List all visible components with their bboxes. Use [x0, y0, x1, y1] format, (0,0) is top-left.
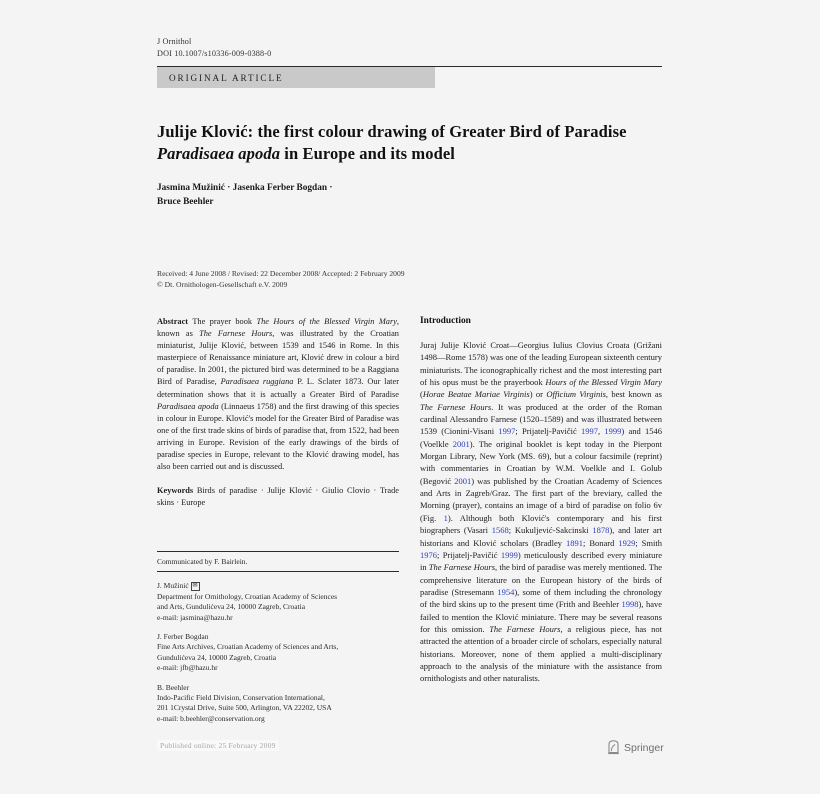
- affiliation-line: Department for Ornithology, Croatian Academy of Sciences: [157, 591, 338, 601]
- intro-s4: , best known as: [605, 389, 662, 400]
- received-revised-accepted: Received: 4 June 2008 / Revised: 22 December 2008/ Accepted: 2 February 2009: [157, 269, 405, 278]
- intro-s12: ; Kukuljević-Sakcinski: [508, 525, 593, 536]
- intro-s3: ) or: [529, 389, 547, 400]
- intro-s15: ; Smith: [635, 537, 662, 548]
- citation-link[interactable]: 2001: [452, 438, 470, 449]
- affiliation-line: Gundulićeva 24, 10000 Zagreb, Croatia: [157, 652, 277, 662]
- intro-i3: Officium Virginis: [546, 389, 606, 400]
- springer-mark-icon: [607, 740, 620, 755]
- abstract-label: Abstract: [157, 317, 189, 326]
- intro-i2: Horae Beatae Mariae Virginis: [422, 389, 530, 400]
- abstract-italic-4: Paradisaea apoda: [157, 401, 219, 411]
- intro-s6: ; Prijatelj-Pavičić: [515, 426, 581, 437]
- citation-link[interactable]: 1999: [500, 549, 518, 560]
- affiliation-email[interactable]: e-mail: b.beehler@conservation.org: [157, 713, 265, 723]
- intro-s2: (: [420, 389, 423, 400]
- affiliation-line: Fine Arts Archives, Croatian Academy of Sciences and Arts,: [157, 642, 339, 652]
- citation-link[interactable]: 1998: [621, 599, 639, 610]
- affiliation-email[interactable]: e-mail: jfb@hazu.hr: [157, 663, 218, 673]
- keywords-section: [157, 485, 399, 509]
- title-species-italic: Paradisaea apoda: [157, 144, 281, 163]
- affiliation-line: and Arts, Gundulićeva 24, 10000 Zagreb, Croatia: [157, 602, 306, 612]
- keywords-label: Keywords: [157, 486, 194, 496]
- affiliation-block-1: [157, 581, 399, 623]
- citation-link[interactable]: 1997: [498, 426, 516, 437]
- copyright-line: © Dt. Ornithologen-Gesellschaft e.V. 2009: [157, 279, 288, 289]
- affiliation-name-1: [157, 581, 399, 591]
- citation-link[interactable]: 1976: [420, 549, 437, 560]
- intro-s10: ) was published by the Croatian Academy of Sciences and Arts in Zagreb/Graz. The first part of the breviary, called the Morning (prayer), contains an image of a bird of paradise on folio 6v (Fig.: [420, 475, 662, 523]
- abstract-t2: , known as: [157, 317, 399, 339]
- intro-s21: , a religious piece, has not attracted the attention of a broader circle of scholars, especially natural historians. Moreover, none of them applied a multi-disciplinary approach to the analysis of the miniature with the assistance from ornithologists and other naturalists.: [420, 623, 662, 684]
- intro-s18: , the bird of paradise was merely mentioned. The comprehensive literature on the European history of the birds of paradise (Stresemann: [420, 562, 662, 597]
- affiliation-email[interactable]: e-mail: jasmina@hazu.hr: [157, 612, 233, 622]
- author-line-1: Jasmina Mužinić · Jasenka Ferber Bogdan ·: [157, 183, 333, 193]
- citation-link[interactable]: 1891: [565, 537, 583, 548]
- journal-doi: DOI 10.1007/s10336-009-0388-0: [157, 48, 272, 58]
- intro-s14: ; Bonard: [582, 537, 619, 548]
- intro-s17: ) meticulously described every miniature in: [420, 549, 662, 573]
- affiliation-author-1: J. Mužinić: [157, 581, 189, 591]
- affiliation-block-3: [157, 683, 399, 725]
- springer-wordmark: Springer: [624, 741, 664, 754]
- introduction-paragraph: [420, 339, 662, 685]
- springer-logo: [607, 740, 664, 755]
- footnote-divider-bottom: [157, 571, 399, 572]
- article-type-label: ORIGINAL ARTICLE: [169, 72, 284, 83]
- journal-header: [157, 36, 662, 59]
- abstract-t1: The prayer book: [192, 317, 257, 326]
- left-column: [157, 316, 399, 724]
- affiliation-block-2: [157, 632, 399, 674]
- author-line-2: Bruce Beehler: [157, 196, 214, 207]
- page-content: [157, 36, 662, 724]
- abstract-t4: P. L. Sclater 1873. Our later determination shows that it is actually a Greater Bird of Paradise: [157, 377, 399, 399]
- citation-link[interactable]: 1999: [604, 426, 622, 437]
- abstract-italic-3: Paradisaea ruggiana: [220, 377, 294, 387]
- abstract-italic-1: The Hours of the Blessed Virgin Mary: [256, 317, 397, 326]
- affiliation-line: 201 1Crystal Drive, Suite 500, Arlington, VA 22202, USA: [157, 703, 332, 713]
- intro-s19: ), some of them including the chronology of the bird skins up to the present time (Frith and Beehler: [420, 586, 662, 610]
- intro-s9: ). The original booklet is kept today in the Pierpont Morgan Library, New York (MS. 69), but a colour facsimile (reprint) with commentaries in Croatian by W.M. Voelkle and I. Golub (Begović: [420, 438, 662, 486]
- affiliation-author-3: B. Beehler: [157, 682, 190, 692]
- intro-i6: The Farnese Hours: [489, 623, 561, 634]
- abstract-t3: , was illustrated by the Croatian miniaturist, Julije Klović, between 1539 and 1546 in Rome. In this masterpiece of Renaissance miniature art, Klović drew in colour a bird of paradise. In 2001, the pictured bird was determined to be a Raggiana Bird of Paradise,: [157, 329, 399, 387]
- affiliation-line: Indo-Pacific Field Division, Conservation International,: [157, 693, 325, 703]
- title-line-2-rest: in Europe and its model: [280, 144, 455, 163]
- title-line-1: Julije Klović: the first colour drawing of Greater Bird of Paradise: [157, 122, 627, 141]
- figure-link[interactable]: 1: [443, 512, 448, 523]
- abstract-section: [157, 316, 399, 473]
- intro-s8: ) and 1546 (Voelkle: [420, 426, 663, 449]
- journal-name: J Ornithol: [157, 37, 192, 46]
- intro-s16: ; Prijatelj-Pavičić: [437, 549, 501, 560]
- intro-s13: ), and later art historians and Klović scholars (Bradley: [420, 525, 663, 548]
- intro-i5: The Farnese Hours: [428, 562, 496, 573]
- right-column: [420, 316, 662, 724]
- intro-s5: . It was produced at the order of the Roman cardinal Alessandro Farnese (1520–1589) and was illustrated between 1539 (Cionini-Visani: [420, 401, 663, 437]
- communicated-by: Communicated by F. Bairlein.: [157, 557, 248, 567]
- intro-s11: ). Although both Klović's contemporary and his first biographers (Vasari: [420, 512, 662, 536]
- envelope-icon: ✉: [192, 583, 198, 590]
- intro-i1: Hours of the Blessed Virgin Mary: [545, 377, 663, 388]
- page-title: [157, 121, 662, 165]
- citation-link[interactable]: 1568: [491, 525, 509, 536]
- intro-s20: ), have failed to mention the Klović miniature. There may be several reasons for this omission.: [420, 599, 662, 634]
- keywords-text: Birds of paradise · Julije Klović · Giulio Clovio · Trade skins · Europe: [157, 486, 399, 508]
- citation-link[interactable]: 2001: [454, 475, 472, 486]
- publication-dates: [157, 269, 662, 290]
- citation-link[interactable]: 1878: [592, 525, 610, 536]
- citation-link[interactable]: 1929: [618, 537, 636, 548]
- article-type-badge: [157, 67, 435, 88]
- intro-s7: ,: [598, 426, 605, 437]
- abstract-t5: (Linnaeus 1758) and the first drawing of this species in colour in Europe. Klović's model for the Greater Bird of Paradise was one of the first trade skins of birds of paradise that, from 1522, had been arriving in Europe. Revision of the early drawings of the birds of paradise species in Europe, relevant to the Klović drawing model, has also been carried out and is discussed.: [157, 401, 399, 472]
- section-heading-introduction: Introduction: [420, 316, 471, 326]
- intro-s1: Juraj Julije Klović Croat—Georgius Iulius Clovius Croata (Grižani 1498—Rome 1578) was one of the leading European sixteenth century miniaturists. The iconographically richest and the most interesting part of his opus must be the prayerbook: [420, 340, 662, 388]
- intro-i4: The Farnese Hours: [420, 401, 492, 412]
- published-online-stamp: Published online: 25 February 2009: [157, 740, 279, 751]
- two-column-body: [157, 316, 662, 724]
- citation-link[interactable]: 1997: [581, 426, 598, 437]
- citation-link[interactable]: 1954: [497, 586, 515, 597]
- author-list: [157, 182, 662, 209]
- affiliation-author-2: J. Ferber Bogdan: [157, 632, 209, 642]
- abstract-italic-2: The Farnese Hours: [199, 329, 273, 339]
